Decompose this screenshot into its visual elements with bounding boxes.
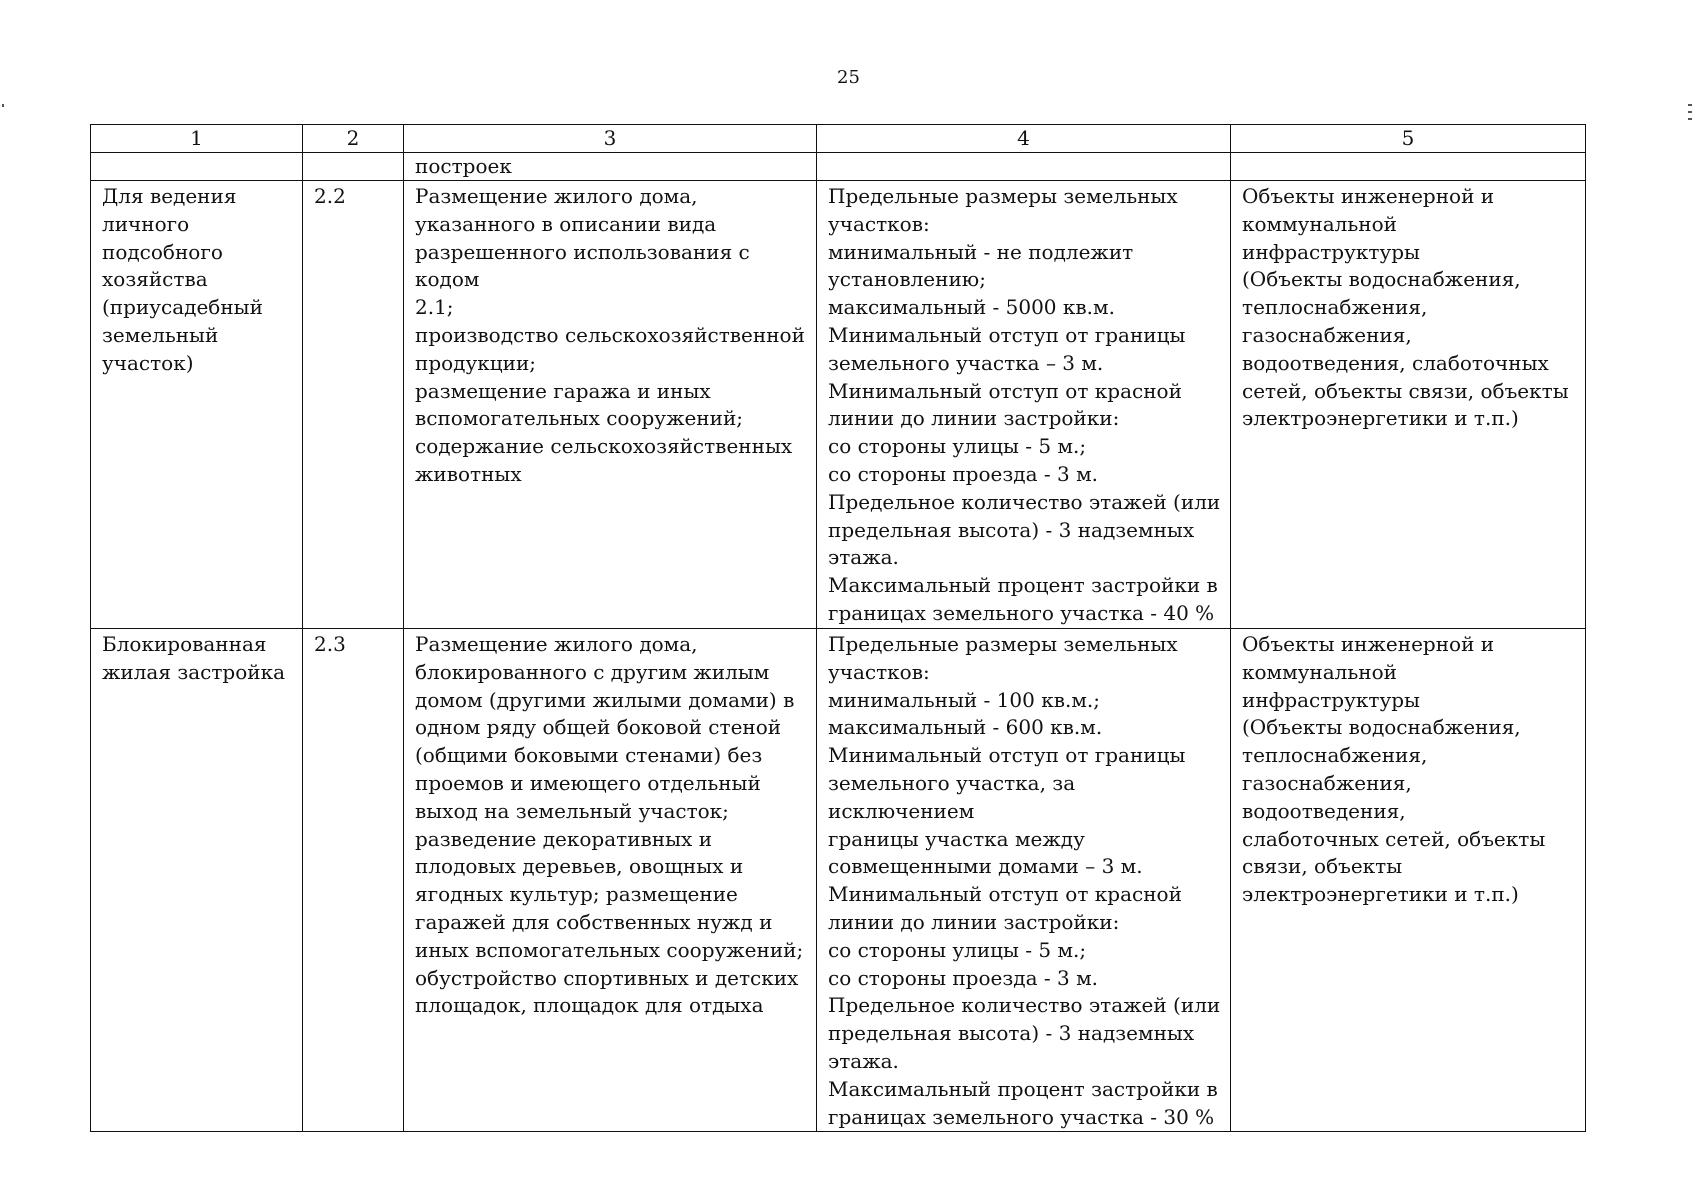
scan-edge-mark <box>1688 111 1692 113</box>
scan-edge-mark <box>1688 104 1692 106</box>
table-row <box>91 629 1586 1132</box>
land-use-description-cell: Размещение жилого дома, блокированного с другим жилым домом (другими жилыми домами) в одном ряду общей боковой стеной (общими боковыми стенами) без проемов и имеющего отдельный выход на земельный участок; разведение декоративных и плодовых деревьев, овощных и ягодных культур; размещение гаражей для собственных нужд и иных вспомогательных сооружений; обустройство спортивных и детских площадок, площадок для отдыха <box>404 629 817 1132</box>
land-use-name-cell: Блокированная жилая застройка <box>91 629 303 1132</box>
scan-edge-mark <box>2 104 4 107</box>
land-use-code-cell: 2.3 <box>303 629 404 1132</box>
table-row <box>91 181 1586 629</box>
land-use-code-cell: 2.2 <box>303 181 404 629</box>
continuation-row <box>91 153 1586 181</box>
land-use-infrastructure-cell: Объекты инженерной и коммунальной инфраструктуры (Объекты водоснабжения, теплоснабжения, газоснабжения, водоотведения, слаботочных сетей, объекты связи, объекты электроэнергетики и т.п.) <box>1231 181 1586 629</box>
land-use-parameters-cell: Предельные размеры земельных участков: минимальный - не подлежит установлению; максимальный - 5000 кв.м. Минимальный отступ от границы земельного участка – 3 м. Минимальный отступ от красной линии до линии застройки: со стороны улицы - 5 м.; со стороны проезда - 3 м. Предельное количество этажей (или предельная высота) - 3 надземных этажа. Максимальный процент застройки в границах земельного участка - 40 % <box>817 181 1231 629</box>
continuation-cell-parameters <box>817 153 1231 181</box>
scan-edge-mark <box>1688 118 1692 120</box>
land-use-parameters-cell: Предельные размеры земельных участков: минимальный - 100 кв.м.; максимальный - 600 кв.м. Минимальный отступ от границы земельного участка, за исключением границы участка между совмещенными домами – 3 м. Минимальный отступ от красной линии до линии застройки: со стороны улицы - 5 м.; со стороны проезда - 3 м. Предельное количество этажей (или предельная высота) - 3 надземных этажа. Максимальный процент застройки в границах земельного участка - 30 % <box>817 629 1231 1132</box>
land-use-description-cell: Размещение жилого дома, указанного в описании вида разрешенного использования с кодом 2.1; производство сельскохозяйственной продукции; размещение гаража и иных вспомогательных сооружений; содержание сельскохозяйственных животных <box>404 181 817 629</box>
column-header-4: 4 <box>817 125 1231 153</box>
column-header-2: 2 <box>303 125 404 153</box>
table-header-row <box>91 125 1586 153</box>
land-use-table <box>90 124 1586 1132</box>
land-use-name-cell: Для ведения личного подсобного хозяйства (приусадебный земельный участок) <box>91 181 303 629</box>
continuation-cell-name <box>91 153 303 181</box>
land-use-infrastructure-cell: Объекты инженерной и коммунальной инфраструктуры (Объекты водоснабжения, теплоснабжения, газоснабжения, водоотведения, слаботочных сетей, объекты связи, объекты электроэнергетики и т.п.) <box>1231 629 1586 1132</box>
page-number: 25 <box>837 67 860 88</box>
continuation-cell-infrastructure <box>1231 153 1586 181</box>
column-header-1: 1 <box>91 125 303 153</box>
continuation-cell-description: построек <box>404 153 817 181</box>
continuation-cell-code <box>303 153 404 181</box>
column-header-5: 5 <box>1231 125 1586 153</box>
column-header-3: 3 <box>404 125 817 153</box>
